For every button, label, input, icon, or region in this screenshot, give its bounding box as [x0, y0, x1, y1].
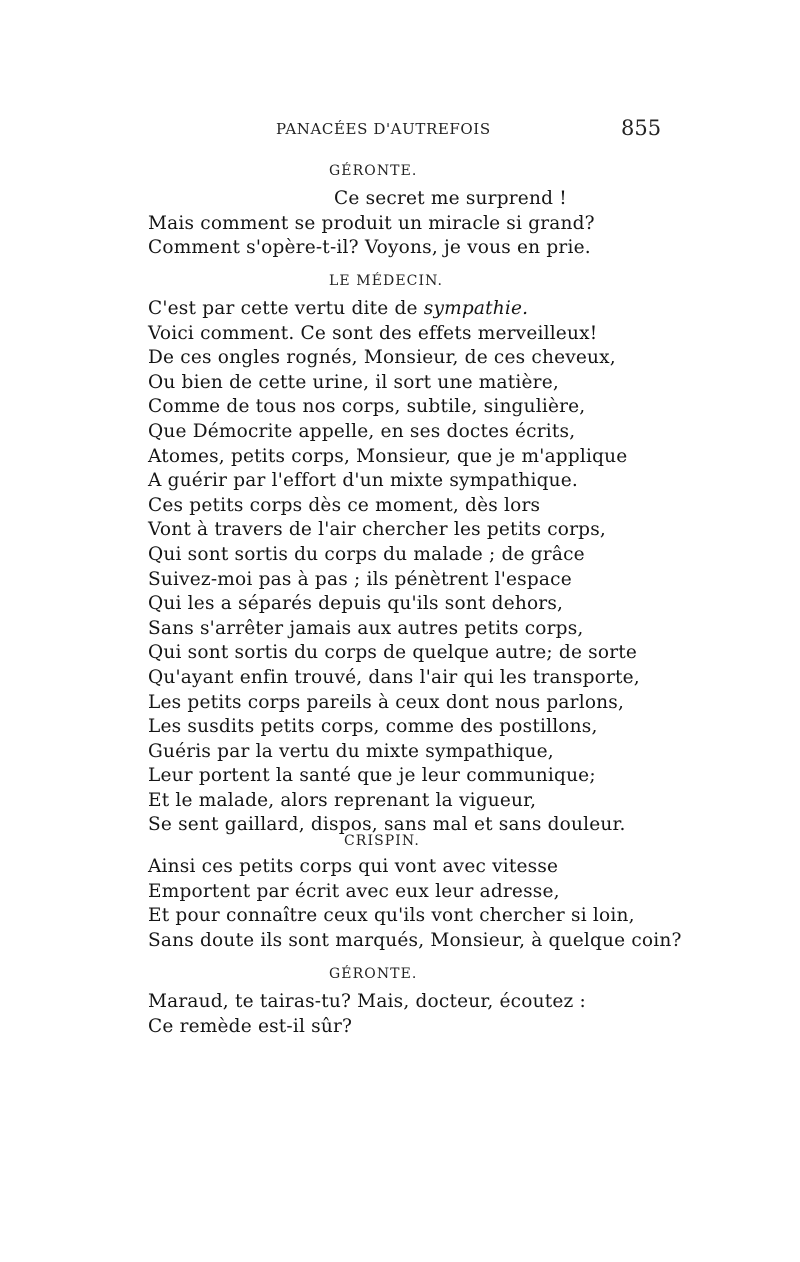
speaker-name: CRISPIN.	[344, 833, 420, 849]
verse-line: Atomes, petits corps, Monsieur, que je m'applique	[148, 445, 628, 467]
verse-line: Et le malade, alors reprenant la vigueur,	[148, 789, 537, 811]
verse-line: Qui sont sortis du corps du malade ; de grâce	[148, 543, 585, 565]
speaker-name: LE MÉDECIN.	[329, 273, 444, 289]
running-title: PANACÉES D'AUTREFOIS	[276, 120, 491, 138]
verse-line: Comment s'opère-t-il? Voyons, je vous en prie.	[148, 237, 591, 259]
verse-line: De ces ongles rognés, Monsieur, de ces cheveux,	[148, 347, 616, 369]
verse-line: Suivez-moi pas à pas ; ils pénètrent l'espace	[148, 568, 572, 590]
verse-line: Ou bien de cette urine, il sort une matière,	[148, 371, 559, 393]
verse-line: Qu'ayant enfin trouvé, dans l'air qui les transporte,	[148, 666, 640, 688]
verse-line: Et pour connaître ceux qu'ils vont chercher si loin,	[148, 905, 635, 927]
verse-line: Vont à travers de l'air chercher les petits corps,	[148, 519, 606, 541]
verse-line: Guéris par la vertu du mixte sympathique,	[148, 740, 554, 762]
running-header	[0, 116, 800, 140]
verse-line: A guérir par l'effort d'un mixte sympathique.	[148, 470, 578, 492]
verse-line: Qui les a séparés depuis qu'ils sont dehors,	[148, 593, 564, 615]
page-number: 855	[621, 116, 662, 140]
verse-line: Que Démocrite appelle, en ses doctes écrits,	[148, 420, 576, 442]
verse-line: Ces petits corps dès ce moment, dès lors	[148, 494, 541, 516]
verse-line: Qui sont sortis du corps de quelque autre; de sorte	[148, 642, 638, 664]
verse-line: Ce secret me surprend !	[334, 188, 567, 209]
italic-word: sympathie.	[423, 298, 529, 319]
verse-line: Voici comment. Ce sont des effets merveilleux!	[148, 322, 598, 344]
verse-block	[148, 297, 640, 838]
verse-line: Emportent par écrit avec eux leur adresse,	[148, 880, 560, 902]
verse-block	[148, 990, 586, 1039]
verse-line: Ainsi ces petits corps qui vont avec vitesse	[148, 856, 559, 877]
verse-line: Maraud, te tairas-tu? Mais, docteur, écoutez :	[148, 991, 586, 1012]
verse-line: Comme de tous nos corps, subtile, singulière,	[148, 396, 586, 418]
verse-block	[148, 855, 682, 953]
verse-line: Les susdits petits corps, comme des postillons,	[148, 716, 598, 738]
speaker-name: GÉRONTE.	[329, 966, 418, 982]
verse-block	[148, 187, 595, 261]
verse-line: Leur portent la santé que je leur communique;	[148, 765, 596, 787]
verse-line-text: C'est par cette vertu dite de	[148, 298, 418, 319]
verse-line	[148, 297, 640, 322]
verse-line: Mais comment se produit un miracle si grand?	[148, 212, 595, 234]
verse-line: Les petits corps pareils à ceux dont nous parlons,	[148, 691, 625, 713]
verse-line: Sans s'arrêter jamais aux autres petits corps,	[148, 617, 584, 639]
verse-line: Ce remède est-il sûr?	[148, 1015, 353, 1037]
speaker-name: GÉRONTE.	[329, 163, 418, 179]
verse-line: Se sent gaillard, dispos, sans mal et sans douleur.	[148, 814, 626, 836]
verse-line: Sans doute ils sont marqués, Monsieur, à quelque coin?	[148, 929, 682, 951]
